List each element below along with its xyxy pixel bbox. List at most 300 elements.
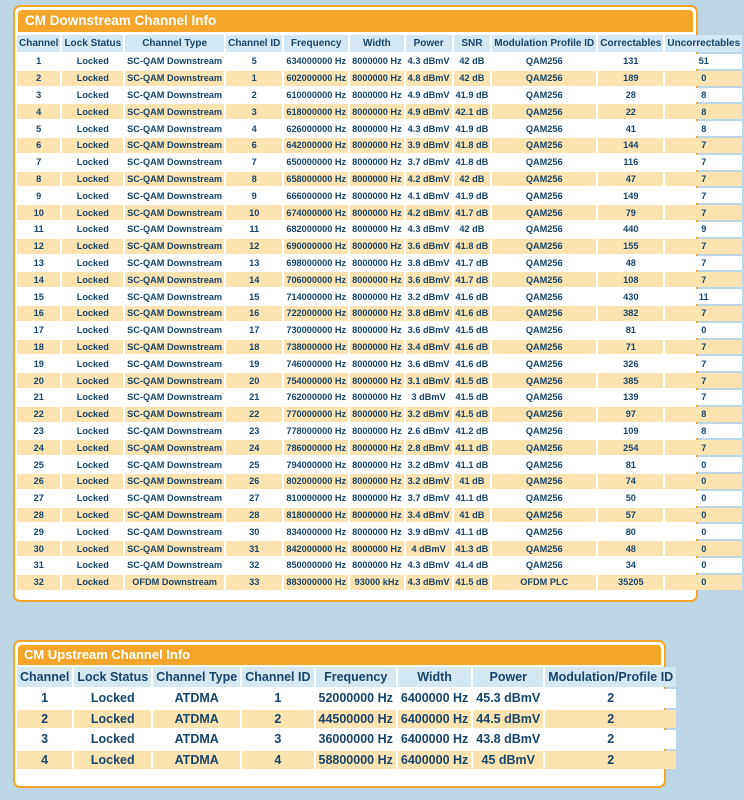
upstream-column-header: Lock Status: [74, 667, 151, 687]
table-cell: QAM256: [492, 188, 596, 203]
table-cell: 9: [226, 188, 282, 203]
table-cell: QAM256: [492, 373, 596, 388]
table-cell: 385: [598, 373, 663, 388]
downstream-column-header: SNR: [454, 35, 491, 52]
table-row: [17, 71, 742, 86]
table-cell: 3.4 dBmV: [406, 508, 452, 523]
table-cell: 7: [665, 188, 742, 203]
table-cell: Locked: [62, 306, 123, 321]
table-cell: 7: [665, 172, 742, 187]
table-cell: 24: [17, 440, 60, 455]
table-cell: 109: [598, 424, 663, 439]
table-cell: 7: [665, 272, 742, 287]
table-cell: 8000000 Hz: [350, 71, 404, 86]
table-row: [17, 172, 742, 187]
table-row: [17, 222, 742, 237]
table-cell: 21: [226, 390, 282, 405]
table-cell: 2: [226, 88, 282, 103]
table-cell: 618000000 Hz: [284, 104, 348, 119]
table-cell: 883000000 Hz: [284, 575, 348, 590]
table-row: [17, 239, 742, 254]
table-cell: 41.6 dB: [454, 306, 491, 321]
table-cell: 690000000 Hz: [284, 239, 348, 254]
table-cell: 8000000 Hz: [350, 424, 404, 439]
table-cell: Locked: [62, 188, 123, 203]
upstream-column-header: Channel Type: [153, 667, 240, 687]
table-cell: QAM256: [492, 457, 596, 472]
table-cell: SC-QAM Downstream: [125, 474, 224, 489]
table-cell: 41.4 dB: [454, 558, 491, 573]
table-cell: Locked: [62, 390, 123, 405]
table-cell: 32: [17, 575, 60, 590]
table-cell: 3.4 dBmV: [406, 340, 452, 355]
table-cell: 714000000 Hz: [284, 289, 348, 304]
table-cell: 8000000 Hz: [350, 524, 404, 539]
table-cell: 3.2 dBmV: [406, 289, 452, 304]
table-row: [17, 710, 676, 729]
table-cell: 810000000 Hz: [284, 491, 348, 506]
table-cell: 57: [598, 508, 663, 523]
table-cell: 41.9 dB: [454, 121, 491, 136]
table-cell: 58800000 Hz: [316, 751, 396, 770]
downstream-panel: [13, 5, 741, 602]
table-row: [17, 575, 742, 590]
table-cell: QAM256: [492, 508, 596, 523]
table-cell: Locked: [62, 54, 123, 69]
upstream-panel: [13, 640, 674, 788]
table-cell: SC-QAM Downstream: [125, 104, 224, 119]
table-cell: 14: [17, 272, 60, 287]
table-cell: 10: [17, 205, 60, 220]
table-cell: 770000000 Hz: [284, 407, 348, 422]
table-cell: 8000000 Hz: [350, 272, 404, 287]
table-cell: SC-QAM Downstream: [125, 508, 224, 523]
table-row: [17, 474, 742, 489]
table-cell: 20: [226, 373, 282, 388]
table-cell: 81: [598, 323, 663, 338]
table-cell: 17: [226, 323, 282, 338]
table-cell: Locked: [74, 730, 151, 749]
table-cell: 634000000 Hz: [284, 54, 348, 69]
table-cell: 326: [598, 356, 663, 371]
table-cell: 6: [17, 138, 60, 153]
table-cell: 834000000 Hz: [284, 524, 348, 539]
table-cell: 4: [226, 121, 282, 136]
table-cell: 0: [665, 474, 742, 489]
table-cell: 802000000 Hz: [284, 474, 348, 489]
table-cell: 22: [17, 407, 60, 422]
table-cell: 45 dBmV: [473, 751, 543, 770]
table-cell: 4: [17, 104, 60, 119]
table-cell: SC-QAM Downstream: [125, 491, 224, 506]
table-cell: 4.3 dBmV: [406, 54, 452, 69]
table-cell: ATDMA: [153, 751, 240, 770]
table-cell: 24: [226, 440, 282, 455]
table-cell: 20: [17, 373, 60, 388]
table-row: [17, 390, 742, 405]
table-cell: 18: [226, 340, 282, 355]
table-cell: 3.6 dBmV: [406, 356, 452, 371]
table-cell: 4.8 dBmV: [406, 71, 452, 86]
table-cell: SC-QAM Downstream: [125, 323, 224, 338]
table-cell: 116: [598, 155, 663, 170]
table-cell: 8: [665, 88, 742, 103]
table-cell: 3: [242, 730, 313, 749]
table-cell: SC-QAM Downstream: [125, 390, 224, 405]
table-cell: 4: [17, 751, 72, 770]
upstream-column-header: Channel: [17, 667, 72, 687]
table-cell: 8000000 Hz: [350, 222, 404, 237]
table-cell: 3.2 dBmV: [406, 474, 452, 489]
table-cell: Locked: [62, 407, 123, 422]
table-cell: SC-QAM Downstream: [125, 172, 224, 187]
table-cell: Locked: [62, 256, 123, 271]
table-cell: Locked: [62, 524, 123, 539]
table-cell: 42.1 dB: [454, 104, 491, 119]
table-cell: 8: [665, 424, 742, 439]
table-cell: 2: [545, 751, 676, 770]
table-cell: 41.9 dB: [454, 88, 491, 103]
table-cell: 41: [598, 121, 663, 136]
table-cell: QAM256: [492, 239, 596, 254]
table-cell: 3.8 dBmV: [406, 306, 452, 321]
table-cell: 4.2 dBmV: [406, 172, 452, 187]
table-cell: QAM256: [492, 424, 596, 439]
table-cell: QAM256: [492, 121, 596, 136]
table-cell: 2.8 dBmV: [406, 440, 452, 455]
table-cell: 21: [17, 390, 60, 405]
table-cell: 26: [17, 474, 60, 489]
table-cell: 5: [17, 121, 60, 136]
table-cell: Locked: [74, 689, 151, 708]
table-cell: SC-QAM Downstream: [125, 222, 224, 237]
table-row: [17, 457, 742, 472]
table-cell: 746000000 Hz: [284, 356, 348, 371]
table-cell: 2: [545, 689, 676, 708]
table-cell: 3: [17, 730, 72, 749]
table-cell: 16: [17, 306, 60, 321]
table-cell: 74: [598, 474, 663, 489]
table-cell: 5: [226, 54, 282, 69]
table-cell: 4.2 dBmV: [406, 205, 452, 220]
downstream-column-header: Uncorrectables: [665, 35, 742, 52]
table-cell: 41.5 dB: [454, 373, 491, 388]
table-cell: 41.5 dB: [454, 390, 491, 405]
table-cell: 48: [598, 541, 663, 556]
table-cell: ATDMA: [153, 710, 240, 729]
table-cell: 4.1 dBmV: [406, 188, 452, 203]
table-cell: Locked: [62, 155, 123, 170]
table-cell: SC-QAM Downstream: [125, 289, 224, 304]
table-cell: 7: [665, 205, 742, 220]
table-cell: 13: [17, 256, 60, 271]
table-cell: 8000000 Hz: [350, 373, 404, 388]
table-cell: 51: [665, 54, 742, 69]
table-cell: 41.8 dB: [454, 138, 491, 153]
table-cell: SC-QAM Downstream: [125, 356, 224, 371]
table-cell: 23: [17, 424, 60, 439]
table-cell: 3.2 dBmV: [406, 457, 452, 472]
table-cell: 7: [665, 306, 742, 321]
table-cell: SC-QAM Downstream: [125, 54, 224, 69]
table-cell: 41.6 dB: [454, 356, 491, 371]
table-cell: 155: [598, 239, 663, 254]
table-cell: 41.5 dB: [454, 323, 491, 338]
table-cell: 2: [17, 710, 72, 729]
table-cell: 15: [17, 289, 60, 304]
table-cell: Locked: [62, 138, 123, 153]
table-cell: 15: [226, 289, 282, 304]
table-cell: QAM256: [492, 558, 596, 573]
upstream-column-header: Frequency: [316, 667, 396, 687]
table-cell: 7: [665, 440, 742, 455]
table-row: [17, 323, 742, 338]
table-cell: 8000000 Hz: [350, 289, 404, 304]
table-cell: 8000000 Hz: [350, 541, 404, 556]
table-cell: 16: [226, 306, 282, 321]
table-cell: 2: [242, 710, 313, 729]
table-cell: Locked: [62, 491, 123, 506]
table-cell: 81: [598, 457, 663, 472]
table-cell: SC-QAM Downstream: [125, 306, 224, 321]
table-cell: 41.1 dB: [454, 440, 491, 455]
downstream-column-header: Frequency: [284, 35, 348, 52]
table-cell: 22: [598, 104, 663, 119]
table-cell: 28: [17, 508, 60, 523]
table-cell: 30: [226, 524, 282, 539]
table-cell: 7: [665, 373, 742, 388]
table-cell: 610000000 Hz: [284, 88, 348, 103]
table-cell: 842000000 Hz: [284, 541, 348, 556]
table-cell: 3.9 dBmV: [406, 524, 452, 539]
table-row: [17, 508, 742, 523]
table-cell: ATDMA: [153, 730, 240, 749]
table-cell: 8000000 Hz: [350, 256, 404, 271]
table-cell: 0: [665, 524, 742, 539]
table-cell: Locked: [74, 751, 151, 770]
table-cell: QAM256: [492, 407, 596, 422]
table-row: [17, 138, 742, 153]
table-cell: 0: [665, 491, 742, 506]
table-cell: 42 dB: [454, 222, 491, 237]
table-cell: Locked: [62, 239, 123, 254]
table-cell: Locked: [62, 205, 123, 220]
table-row: [17, 256, 742, 271]
table-cell: 8: [665, 407, 742, 422]
downstream-column-header: Correctables: [598, 35, 663, 52]
table-cell: 0: [665, 71, 742, 86]
table-cell: 26: [226, 474, 282, 489]
table-cell: 7: [226, 155, 282, 170]
table-row: [17, 689, 676, 708]
table-row: [17, 491, 742, 506]
table-cell: Locked: [62, 104, 123, 119]
table-row: [17, 88, 742, 103]
table-cell: 80: [598, 524, 663, 539]
table-cell: 17: [17, 323, 60, 338]
table-cell: 8000000 Hz: [350, 138, 404, 153]
table-cell: 41.1 dB: [454, 491, 491, 506]
table-cell: SC-QAM Downstream: [125, 541, 224, 556]
table-cell: 47: [598, 172, 663, 187]
table-cell: 41.8 dB: [454, 239, 491, 254]
table-cell: 41.5 dB: [454, 575, 491, 590]
table-row: [17, 289, 742, 304]
table-cell: 6400000 Hz: [398, 730, 471, 749]
table-cell: 10: [226, 205, 282, 220]
table-cell: 8000000 Hz: [350, 88, 404, 103]
table-cell: 19: [17, 356, 60, 371]
table-cell: 28: [226, 508, 282, 523]
table-cell: QAM256: [492, 474, 596, 489]
upstream-table: [15, 665, 678, 771]
table-cell: SC-QAM Downstream: [125, 239, 224, 254]
table-cell: 0: [665, 558, 742, 573]
table-cell: Locked: [62, 424, 123, 439]
table-row: [17, 306, 742, 321]
table-cell: 4.3 dBmV: [406, 575, 452, 590]
table-cell: 29: [17, 524, 60, 539]
table-cell: Locked: [62, 88, 123, 103]
table-row: [17, 373, 742, 388]
table-cell: 45.3 dBmV: [473, 689, 543, 708]
table-cell: 4.9 dBmV: [406, 88, 452, 103]
table-cell: 2: [17, 71, 60, 86]
table-cell: Locked: [62, 474, 123, 489]
table-cell: 8000000 Hz: [350, 172, 404, 187]
table-cell: 794000000 Hz: [284, 457, 348, 472]
table-cell: 722000000 Hz: [284, 306, 348, 321]
table-cell: 9: [17, 188, 60, 203]
table-cell: 41.1 dB: [454, 524, 491, 539]
downstream-column-header: Modulation Profile ID: [492, 35, 596, 52]
table-cell: 4.3 dBmV: [406, 222, 452, 237]
table-row: [17, 188, 742, 203]
table-cell: 430: [598, 289, 663, 304]
table-cell: QAM256: [492, 88, 596, 103]
table-cell: Locked: [62, 575, 123, 590]
table-cell: SC-QAM Downstream: [125, 424, 224, 439]
table-cell: QAM256: [492, 390, 596, 405]
table-cell: QAM256: [492, 54, 596, 69]
table-cell: 25: [17, 457, 60, 472]
table-cell: 11: [17, 222, 60, 237]
table-cell: QAM256: [492, 256, 596, 271]
table-cell: SC-QAM Downstream: [125, 71, 224, 86]
table-cell: 8000000 Hz: [350, 155, 404, 170]
table-cell: 382: [598, 306, 663, 321]
table-cell: 3.1 dBmV: [406, 373, 452, 388]
table-cell: 0: [665, 323, 742, 338]
table-cell: 8000000 Hz: [350, 407, 404, 422]
table-cell: 0: [665, 457, 742, 472]
table-cell: 1: [17, 54, 60, 69]
table-cell: SC-QAM Downstream: [125, 440, 224, 455]
table-cell: Locked: [62, 558, 123, 573]
table-cell: SC-QAM Downstream: [125, 138, 224, 153]
table-cell: 730000000 Hz: [284, 323, 348, 338]
table-cell: QAM256: [492, 205, 596, 220]
table-row: [17, 541, 742, 556]
table-cell: QAM256: [492, 272, 596, 287]
table-cell: 778000000 Hz: [284, 424, 348, 439]
table-cell: 93000 kHz: [350, 575, 404, 590]
table-cell: 7: [665, 239, 742, 254]
table-cell: 41.3 dB: [454, 541, 491, 556]
table-cell: QAM256: [492, 541, 596, 556]
table-cell: 642000000 Hz: [284, 138, 348, 153]
table-cell: QAM256: [492, 172, 596, 187]
table-cell: 7: [665, 390, 742, 405]
table-cell: 8000000 Hz: [350, 121, 404, 136]
table-cell: 71: [598, 340, 663, 355]
table-cell: 2.6 dBmV: [406, 424, 452, 439]
table-cell: SC-QAM Downstream: [125, 256, 224, 271]
table-cell: 7: [665, 340, 742, 355]
table-cell: 650000000 Hz: [284, 155, 348, 170]
table-cell: 666000000 Hz: [284, 188, 348, 203]
table-cell: 33: [226, 575, 282, 590]
table-cell: 41.7 dB: [454, 256, 491, 271]
table-cell: 0: [665, 541, 742, 556]
table-cell: QAM256: [492, 104, 596, 119]
table-row: [17, 407, 742, 422]
table-cell: 8000000 Hz: [350, 491, 404, 506]
table-cell: 31: [17, 558, 60, 573]
table-cell: 254: [598, 440, 663, 455]
table-cell: 3.6 dBmV: [406, 239, 452, 254]
table-row: [17, 121, 742, 136]
table-cell: 754000000 Hz: [284, 373, 348, 388]
table-cell: 8000000 Hz: [350, 390, 404, 405]
table-cell: SC-QAM Downstream: [125, 457, 224, 472]
table-cell: 36000000 Hz: [316, 730, 396, 749]
table-cell: Locked: [62, 272, 123, 287]
table-cell: OFDM PLC: [492, 575, 596, 590]
table-cell: SC-QAM Downstream: [125, 155, 224, 170]
table-cell: 3.6 dBmV: [406, 272, 452, 287]
table-row: [17, 155, 742, 170]
table-cell: 4.3 dBmV: [406, 558, 452, 573]
table-cell: 41.8 dB: [454, 155, 491, 170]
table-cell: QAM256: [492, 323, 596, 338]
table-cell: 8: [665, 121, 742, 136]
table-cell: 19: [226, 356, 282, 371]
table-cell: 8000000 Hz: [350, 104, 404, 119]
table-cell: 43.8 dBmV: [473, 730, 543, 749]
table-cell: Locked: [62, 71, 123, 86]
table-cell: QAM256: [492, 138, 596, 153]
table-cell: 8000000 Hz: [350, 340, 404, 355]
table-cell: 786000000 Hz: [284, 440, 348, 455]
table-cell: 8000000 Hz: [350, 356, 404, 371]
table-cell: QAM256: [492, 155, 596, 170]
table-cell: 30: [17, 541, 60, 556]
table-cell: SC-QAM Downstream: [125, 205, 224, 220]
table-row: [17, 424, 742, 439]
table-cell: QAM256: [492, 222, 596, 237]
upstream-column-header: Power: [473, 667, 543, 687]
table-cell: SC-QAM Downstream: [125, 524, 224, 539]
table-cell: 8000000 Hz: [350, 188, 404, 203]
table-cell: 4 dBmV: [406, 541, 452, 556]
table-cell: 7: [665, 256, 742, 271]
table-row: [17, 272, 742, 287]
table-cell: 602000000 Hz: [284, 71, 348, 86]
table-cell: 8000000 Hz: [350, 239, 404, 254]
table-cell: 4: [242, 751, 313, 770]
table-cell: ATDMA: [153, 689, 240, 708]
